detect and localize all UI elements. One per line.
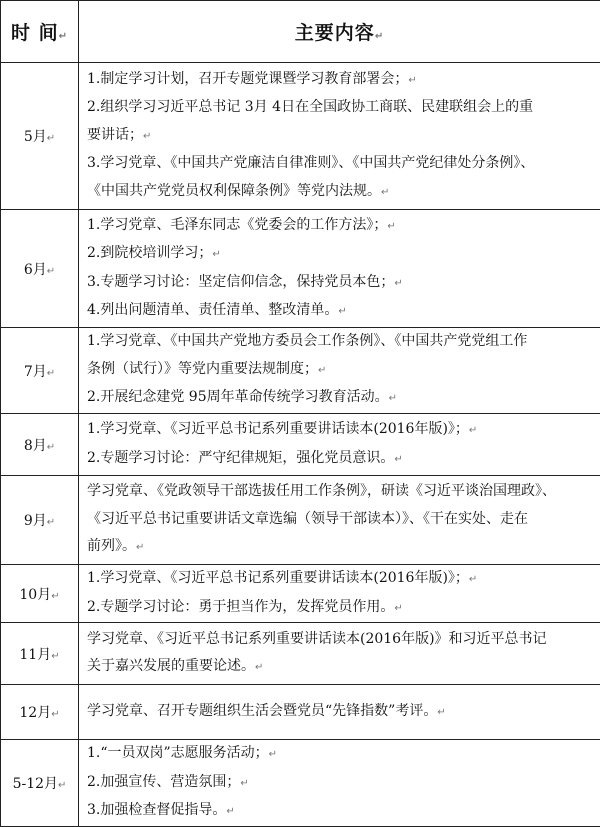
content-cell xyxy=(79,328,600,414)
content-line xyxy=(87,328,594,356)
content-text: 条例（试行）》等党内重要法规制度； xyxy=(87,361,318,377)
time-label: 7月 xyxy=(24,364,47,380)
paragraph-mark-icon: ↵ xyxy=(269,749,277,760)
content-line xyxy=(87,212,594,241)
content-cell xyxy=(79,414,600,476)
paragraph-mark-icon: ↵ xyxy=(47,133,55,144)
content-line xyxy=(87,66,594,95)
time-label: 11月 xyxy=(19,647,51,663)
content-line xyxy=(87,384,594,413)
content-line xyxy=(87,740,594,769)
content-line xyxy=(87,565,594,594)
table-row xyxy=(1,740,600,827)
time-cell xyxy=(1,328,79,414)
content-line xyxy=(87,797,594,826)
content-text: 2.开展纪念建党 95周年革命传统学习教育活动。 xyxy=(87,389,389,405)
table-row xyxy=(1,565,600,623)
content-line xyxy=(87,416,594,445)
paragraph-mark-icon: ↵ xyxy=(51,651,59,662)
paragraph-mark-icon: ↵ xyxy=(47,517,55,528)
content-text: 《习近平总书记重要讲话文章选编（领导干部读本）》、《干在实处、走在 xyxy=(87,511,528,527)
content-cell xyxy=(79,685,600,740)
paragraph-mark-icon: ↵ xyxy=(394,278,402,289)
table-row xyxy=(1,623,600,685)
time-label: 12月 xyxy=(19,705,51,721)
time-cell xyxy=(1,63,79,210)
time-cell xyxy=(1,685,79,740)
content-text: 学习党章、《习近平总书记系列重要讲话读本(2016年版)》和习近平总书记 xyxy=(87,631,547,647)
content-text: 前列》。 xyxy=(87,538,136,554)
paragraph-mark-icon: ↵ xyxy=(318,365,326,376)
content-text: 2.专题学习讨论：严守纪律规矩，强化党员意识。 xyxy=(87,450,394,466)
time-column-header: 时 间↵ xyxy=(1,1,79,63)
paragraph-mark-icon: ↵ xyxy=(226,806,234,817)
paragraph-mark-icon: ↵ xyxy=(338,306,346,317)
time-label: 5月 xyxy=(24,129,47,145)
table-row xyxy=(1,328,600,414)
content-text: 1.“一员双岗”志愿服务活动； xyxy=(87,745,269,761)
content-text: 关于嘉兴发展的重要论述。 xyxy=(87,658,255,674)
content-line xyxy=(87,297,594,326)
paragraph-mark-icon: ↵ xyxy=(408,75,416,86)
content-cell xyxy=(79,623,600,685)
content-text: 1.学习党章、《习近平总书记系列重要讲话读本(2016年版)》； xyxy=(87,570,469,586)
content-text: 2.组织学习习近平总书记 3月 4日在全国政协工商联、民建联组会上的重 xyxy=(87,99,533,115)
content-line xyxy=(87,269,594,298)
paragraph-mark-icon: ↵ xyxy=(469,425,477,436)
table-row xyxy=(1,63,600,210)
time-label: 8月 xyxy=(24,438,47,454)
content-line xyxy=(87,94,594,122)
time-cell xyxy=(1,623,79,685)
content-text: 《中国共产党党员权利保障条例》等党内法规。 xyxy=(87,183,381,199)
time-label: 5-12月 xyxy=(13,776,58,792)
time-label: 9月 xyxy=(24,513,47,529)
content-column-header: 主要内容↵ xyxy=(79,1,600,63)
paragraph-mark-icon: ↵ xyxy=(240,778,248,789)
paragraph-mark-icon: ↵ xyxy=(51,591,59,602)
content-cell xyxy=(79,565,600,623)
paragraph-mark-icon: ↵ xyxy=(212,249,220,260)
paragraph-mark-icon: ↵ xyxy=(143,131,151,142)
content-line xyxy=(87,478,594,506)
content-text: 1.学习党章、毛泽东同志《党委会的工作方法》； xyxy=(87,217,387,233)
content-line xyxy=(87,356,594,385)
paragraph-mark-icon: ↵ xyxy=(58,780,66,791)
content-text: 3.学习党章、《中国共产党廉洁自律准则》、《中国共产党纪律处分条例》、 xyxy=(87,155,534,171)
paragraph-mark-icon: ↵ xyxy=(136,542,144,553)
content-text: 2.专题学习讨论：勇于担当作为，发挥党员作用。 xyxy=(87,599,394,615)
paragraph-mark-icon: ↵ xyxy=(469,574,477,585)
content-cell xyxy=(79,740,600,827)
time-label: 6月 xyxy=(24,262,47,278)
time-cell xyxy=(1,476,79,565)
paragraph-mark-icon: ↵ xyxy=(47,442,55,453)
content-line xyxy=(87,122,594,151)
content-line xyxy=(87,445,594,474)
content-text: 3.专题学习讨论：坚定信仰信念，保持党员本色； xyxy=(87,274,394,290)
content-cell xyxy=(79,476,600,565)
content-cell xyxy=(79,63,600,210)
time-cell xyxy=(1,565,79,623)
content-line xyxy=(87,769,594,798)
time-label: 10月 xyxy=(19,587,51,603)
table-row xyxy=(1,685,600,740)
table-row xyxy=(1,476,600,565)
content-text: 1.制定学习计划，召开专题党课暨学习教育部署会； xyxy=(87,71,408,87)
content-line xyxy=(87,150,594,178)
paragraph-mark-icon: ↵ xyxy=(387,221,395,232)
content-text: 2.加强宣传、营造氛围； xyxy=(87,774,240,790)
time-header-label: 时 间 xyxy=(11,22,59,44)
paragraph-mark-icon: ↵ xyxy=(394,454,402,465)
content-line xyxy=(87,178,594,207)
content-text: 1.学习党章、《习近平总书记系列重要讲话读本(2016年版)》； xyxy=(87,421,469,437)
content-line xyxy=(87,506,594,534)
content-cell xyxy=(79,210,600,328)
time-cell xyxy=(1,414,79,476)
paragraph-mark-icon: ↵ xyxy=(47,266,55,277)
time-cell xyxy=(1,210,79,328)
table-row xyxy=(1,210,600,328)
time-cell xyxy=(1,740,79,827)
paragraph-mark-icon: ↵ xyxy=(381,187,389,198)
table-row xyxy=(1,414,600,476)
content-text: 1.学习党章、《中国共产党地方委员会工作条例》、《中国共产党党组工作 xyxy=(87,333,527,349)
header-row xyxy=(1,1,600,63)
paragraph-mark-icon: ↵ xyxy=(255,662,263,673)
paragraph-mark-icon: ↵ xyxy=(394,603,402,614)
content-text: 学习党章、《党政领导干部选拔任用工作条例》，研读《习近平谈治国理政》、 xyxy=(87,483,556,499)
content-text: 学习党章、召开专题组织生活会暨党员“先锋指数”考评。 xyxy=(87,703,437,719)
content-text: 2.到院校培训学习； xyxy=(87,245,212,261)
content-line xyxy=(87,594,594,623)
content-text: 3.加强检查督促指导。 xyxy=(87,802,226,818)
paragraph-mark-icon: ↵ xyxy=(437,707,445,718)
paragraph-mark-icon: ↵ xyxy=(47,368,55,379)
content-text: 4.列出问题清单、责任清单、整改清单。 xyxy=(87,302,338,318)
content-text: 要讲话； xyxy=(87,127,143,143)
content-header-label: 主要内容 xyxy=(295,22,375,44)
paragraph-mark-icon: ↵ xyxy=(389,393,397,404)
content-line xyxy=(87,653,594,682)
content-line xyxy=(87,240,594,269)
content-line xyxy=(87,626,594,654)
content-line xyxy=(87,533,594,562)
paragraph-mark-icon: ↵ xyxy=(51,709,59,720)
content-line xyxy=(87,698,594,727)
